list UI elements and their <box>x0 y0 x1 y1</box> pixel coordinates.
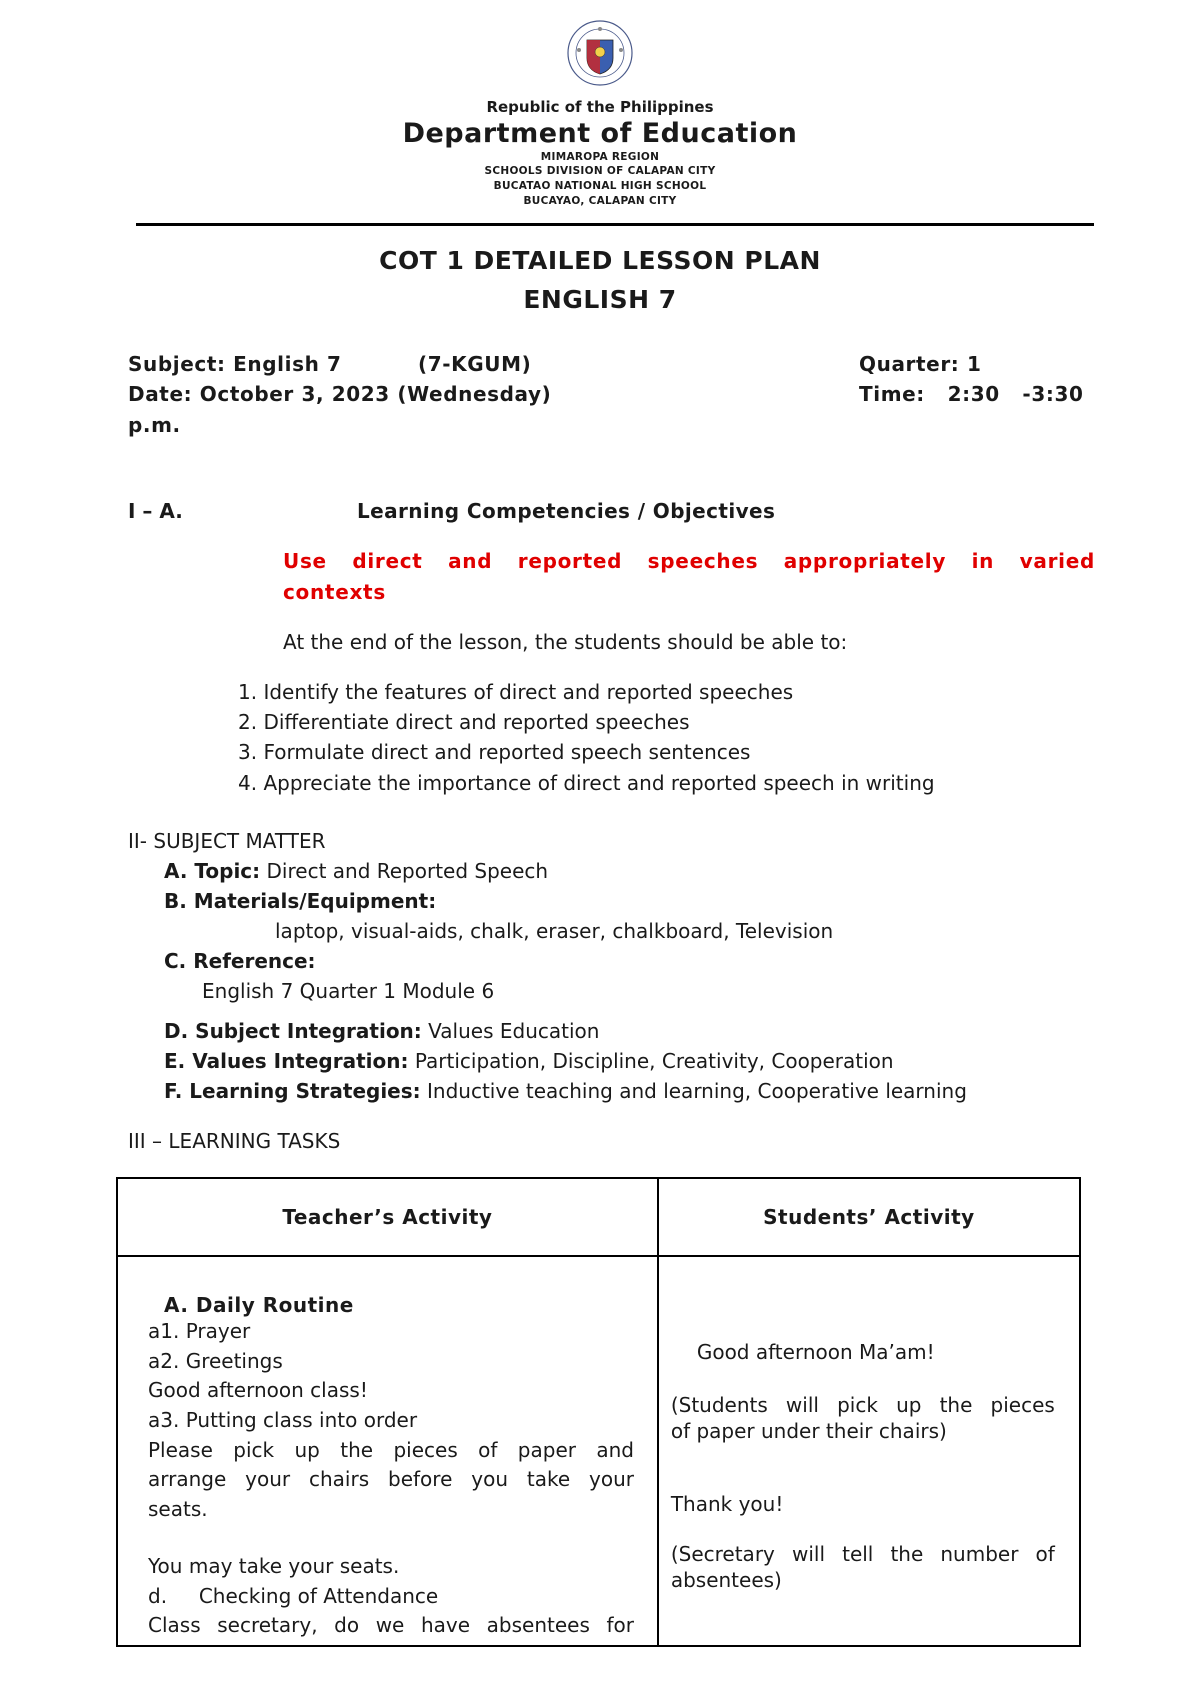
teacher-line: a2. Greetings <box>148 1349 283 1373</box>
student-line: absentees) <box>670 1568 782 1592</box>
teacher-line: arrange your chairs before you take your <box>148 1467 634 1491</box>
strategies-label: F. Learning Strategies: <box>164 1079 421 1103</box>
time-suffix: p.m. <box>128 413 181 437</box>
objective-item: 3. Formulate direct and reported speech sentences <box>238 740 751 764</box>
teacher-line: You may take your seats. <box>148 1554 400 1578</box>
deped-seal-logo <box>567 20 633 86</box>
topic-row <box>164 859 548 883</box>
date-field: Date: October 3, 2023 (Wednesday) <box>128 382 552 406</box>
student-line: Good afternoon Ma’am! <box>696 1340 935 1364</box>
teacher-activity-cell <box>117 1256 658 1646</box>
objective-item: 1. Identify the features of direct and reported speeches <box>238 680 794 704</box>
table-header-row <box>117 1178 1080 1256</box>
section-1-heading: Learning Competencies / Objectives <box>357 499 776 523</box>
address-line: BUCAYAO, CALAPAN CITY <box>523 195 677 207</box>
objectives-intro: At the end of the lesson, the students should be able to: <box>283 630 848 654</box>
learning-tasks-table <box>116 1177 1081 1647</box>
teacher-line: a3. Putting class into order <box>148 1408 418 1432</box>
teacher-line: Please pick up the pieces of paper and <box>148 1438 634 1462</box>
teacher-line: Good afternoon class! <box>148 1378 368 1402</box>
section-2-heading: II- SUBJECT MATTER <box>128 829 326 853</box>
materials-label: B. Materials/Equipment: <box>164 889 437 913</box>
objective-item: 2. Differentiate direct and reported speeches <box>238 710 690 734</box>
teacher-line: seats. <box>148 1497 208 1521</box>
teacher-line: Class secretary, do we have absentees for <box>148 1613 634 1637</box>
teacher-line: d. Checking of Attendance <box>148 1584 439 1608</box>
integration-value: Values Education <box>428 1019 600 1043</box>
subject-field: Subject: English 7 <box>128 352 342 376</box>
teacher-column-header: Teacher’s Activity <box>117 1178 658 1256</box>
reference-value: English 7 Quarter 1 Module 6 <box>202 979 495 1003</box>
document-subtitle: ENGLISH 7 <box>523 285 677 314</box>
values-row <box>164 1049 894 1073</box>
competency-line-2: contexts <box>283 580 386 604</box>
competency-line-1: Use direct and reported speeches appropriately in varied <box>283 549 1095 573</box>
topic-label: A. Topic: <box>164 859 261 883</box>
teacher-line: a1. Prayer <box>148 1319 251 1343</box>
division-line: SCHOOLS DIVISION OF CALAPAN CITY <box>484 165 716 177</box>
section-field: (7-KGUM) <box>418 352 532 376</box>
quarter-field: Quarter: 1 <box>859 352 982 376</box>
student-line: Thank you! <box>670 1492 784 1516</box>
students-activity-cell <box>658 1256 1080 1646</box>
values-value: Participation, Discipline, Creativity, Cooperation <box>414 1049 894 1073</box>
values-label: E. Values Integration: <box>164 1049 409 1073</box>
department-heading: Department of Education <box>402 118 798 149</box>
school-line: BUCATAO NATIONAL HIGH SCHOOL <box>493 180 707 192</box>
materials-value: laptop, visual-aids, chalk, eraser, chalkboard, Television <box>275 919 834 943</box>
student-line: (Students will pick up the pieces <box>670 1393 1055 1417</box>
strategies-row <box>164 1079 967 1103</box>
student-line: (Secretary will tell the number of <box>670 1542 1055 1566</box>
time-field: Time: 2:30 -3:30 <box>859 382 1084 406</box>
table-row <box>117 1256 1080 1646</box>
region-line: MIMAROPA REGION <box>540 151 660 163</box>
objective-item: 4. Appreciate the importance of direct and reported speech in writing <box>238 771 935 795</box>
students-column-header: Students’ Activity <box>658 1178 1080 1256</box>
header-divider <box>136 223 1094 226</box>
routine-heading: A. Daily Routine <box>164 1293 354 1317</box>
section-1-number: I – A. <box>128 499 183 523</box>
republic-heading: Republic of the Philippines <box>486 98 714 116</box>
topic-value: Direct and Reported Speech <box>266 859 549 883</box>
strategies-value: Inductive teaching and learning, Cooperative learning <box>427 1079 967 1103</box>
integration-label: D. Subject Integration: <box>164 1019 422 1043</box>
student-line: of paper under their chairs) <box>670 1419 947 1443</box>
reference-label: C. Reference: <box>164 949 316 973</box>
integration-row <box>164 1019 599 1043</box>
document-title: COT 1 DETAILED LESSON PLAN <box>379 246 821 275</box>
section-3-heading: III – LEARNING TASKS <box>128 1129 341 1153</box>
